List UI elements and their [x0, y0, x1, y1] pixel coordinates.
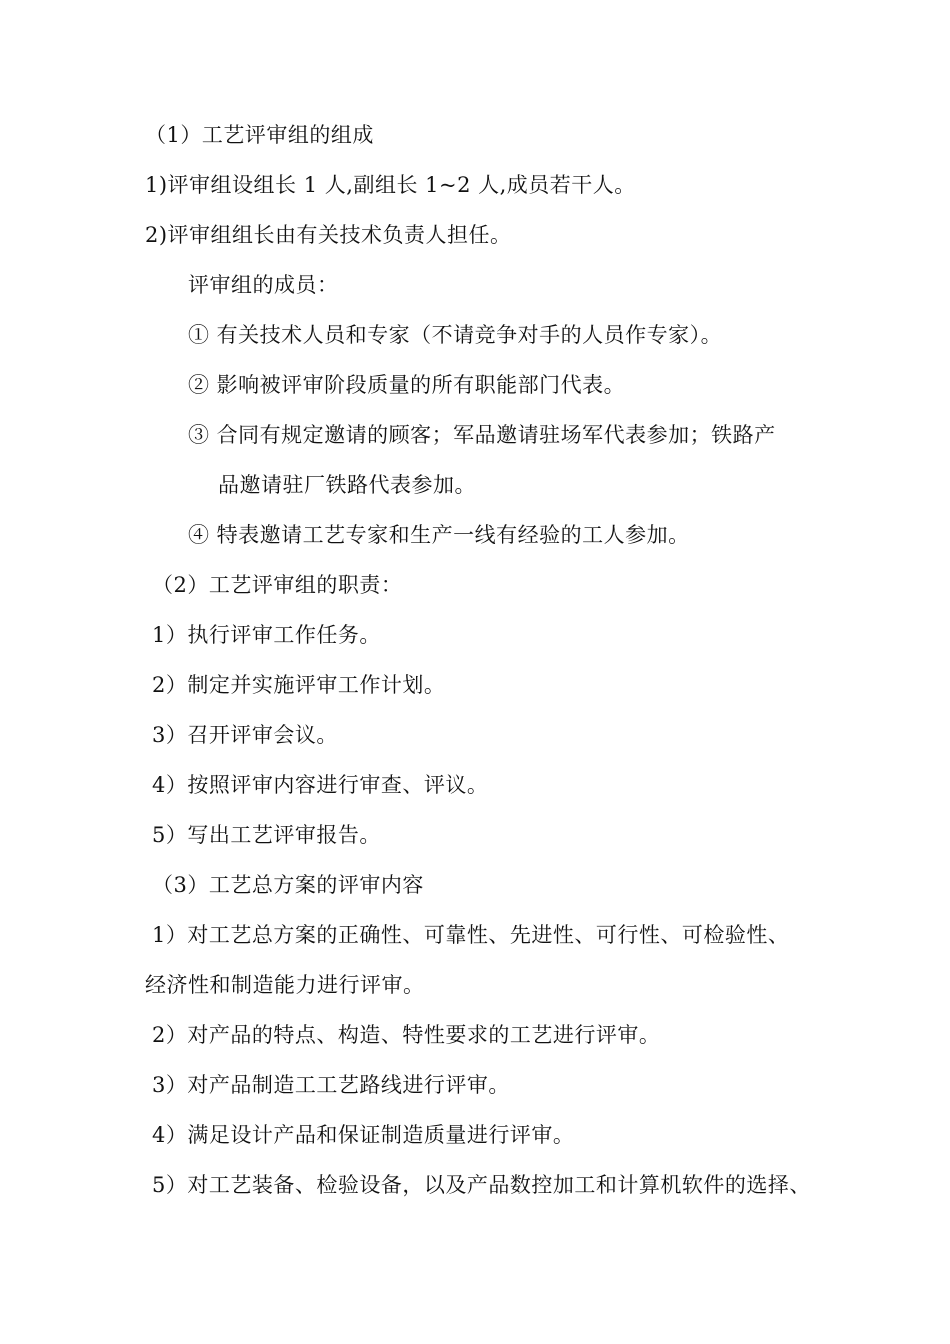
list-item: 1）对工艺总方案的正确性、可靠性、先进性、可行性、可检验性、 [152, 923, 790, 947]
list-item: 4）满足设计产品和保证制造质量进行评审。 [152, 1123, 575, 1147]
list-item: ① 有关技术人员和专家（不请竞争对手的人员作专家）。 [188, 323, 723, 347]
list-item: 3）召开评审会议。 [152, 723, 338, 747]
list-item: 1）执行评审工作任务。 [152, 623, 381, 647]
list-item: ④ 特表邀请工艺专家和生产一线有经验的工人参加。 [188, 523, 690, 547]
list-item: ② 影响被评审阶段质量的所有职能部门代表。 [188, 373, 626, 397]
list-item: 4）按照评审内容进行审查、评议。 [152, 773, 489, 797]
list-item-continuation: 经济性和制造能力进行评审。 [145, 973, 425, 997]
section-heading-1: （1）工艺评审组的组成 [145, 123, 374, 147]
list-item: ③ 合同有规定邀请的顾客；军品邀请驻场军代表参加；铁路产 [188, 423, 776, 447]
list-item: 2）制定并实施评审工作计划。 [152, 673, 446, 697]
paragraph-line: 评审组的成员： [188, 273, 339, 297]
list-item: 5）对工艺装备、检验设备，以及产品数控加工和计算机软件的选择、 [152, 1173, 811, 1197]
list-item: 5）写出工艺评审报告。 [152, 823, 381, 847]
list-item: 2）对产品的特点、构造、特性要求的工艺进行评审。 [152, 1023, 661, 1047]
paragraph-line: 2)评审组组长由有关技术负责人担任。 [145, 223, 512, 247]
paragraph-line: 1)评审组设组长 1 人,副组长 1~2 人,成员若干人。 [145, 173, 636, 197]
section-heading-3: （3）工艺总方案的评审内容 [152, 873, 424, 897]
list-item-continuation: 品邀请驻厂铁路代表参加。 [218, 473, 476, 497]
section-heading-2: （2）工艺评审组的职责： [152, 573, 403, 597]
list-item: 3）对产品制造工工艺路线进行评审。 [152, 1073, 510, 1097]
